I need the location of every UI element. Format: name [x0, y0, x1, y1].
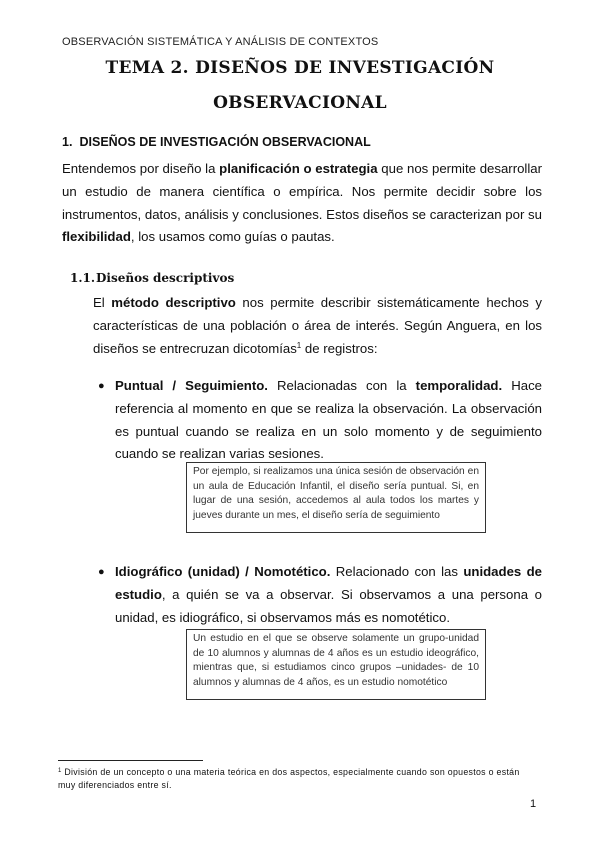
- bold-term: unidades de estudio: [115, 564, 542, 602]
- subsection-heading: [70, 271, 234, 285]
- text-run: nos permite describir sistemáticamente hechos y características de una población o área de interés. Según Anguera, en los diseños se entrecruzan dicotomías: [93, 295, 543, 356]
- bullet-icon: ●: [98, 380, 105, 392]
- footnote-reference[interactable]: 1: [296, 340, 302, 350]
- descriptive-paragraph: [93, 292, 542, 360]
- running-header: OBSERVACIÓN SISTEMÁTICA Y ANÁLISIS DE CONTEXTOS: [62, 36, 379, 48]
- intro-paragraph: [62, 158, 542, 249]
- text-run: Entendemos por diseño la: [62, 161, 220, 176]
- page-number: 1: [530, 798, 537, 810]
- example-box: Por ejemplo, si realizamos una única sesión de observación en un aula de Educación Infantil, el diseño sería puntual. Si, en lugar de una sesión, accedemos al aula todos los martes y jueves durante un mes, el diseño sería de seguimiento: [186, 462, 486, 533]
- text-run: Relacionado con las: [330, 564, 464, 579]
- subsection-heading-text: Diseños descriptivos: [96, 271, 235, 285]
- text-run: El: [93, 295, 112, 310]
- bullet-term: Idiográfico (unidad) / Nomotético.: [115, 564, 331, 579]
- section-number: 1.: [62, 135, 73, 149]
- bold-term: flexibilidad: [62, 229, 131, 245]
- page-title-line-1: TEMA 2. DISEÑOS DE INVESTIGACIÓN: [105, 58, 495, 78]
- section-heading: [62, 135, 371, 149]
- text-run: Hace referencia al momento en que se realiza la observación. La observación es puntual cuando se realiza en un solo momento y de seguimiento cuando se realizan varias sesiones.: [115, 378, 542, 462]
- example-box: Un estudio en el que se observe solamente un grupo-unidad de 10 alumnos y alumnas de 4 años es un estudio ideográfico, mientras que, si estudiamos cinco grupos –unidades- de 10 alumnos y alumnas de 4 años, es un estudio nomotético: [186, 629, 486, 700]
- text-run: , a quién se va a observar. Si observamos a una persona o unidad, es idiográfico, si observamos más es nomotético.: [115, 586, 542, 625]
- bullet-item: [115, 561, 542, 629]
- bullet-icon: ●: [98, 566, 105, 578]
- footnote-text: División de un concepto o una materia teórica en dos aspectos, especialmente cuando son opuestos o están muy diferenciados entre sí.: [58, 767, 520, 790]
- bold-term: método descriptivo: [111, 295, 236, 310]
- bullet-item: [115, 375, 542, 466]
- subsection-number: 1.1.: [70, 271, 96, 285]
- footnote-divider: [58, 760, 203, 761]
- text-run: de registros:: [301, 340, 378, 356]
- footnote: [58, 766, 538, 791]
- page-title-line-2: OBSERVACIONAL: [213, 93, 387, 113]
- text-run: , los usamos como guías o pautas.: [130, 229, 335, 245]
- text-run: Relacionadas con la: [267, 378, 416, 393]
- bold-term: planificación o estrategia: [219, 161, 378, 176]
- section-heading-text: DISEÑOS DE INVESTIGACIÓN OBSERVACIONAL: [79, 135, 371, 149]
- footnote-marker: 1: [58, 768, 62, 774]
- bold-term: temporalidad.: [415, 378, 503, 393]
- text-run: que nos permite desarrollar un estudio de manera científica o empírica. Nos permite decidir sobre los instrumentos, datos, análisis y conclusiones. Estos diseños se caracterizan por su: [62, 161, 542, 222]
- bullet-term: Puntual / Seguimiento.: [115, 378, 268, 393]
